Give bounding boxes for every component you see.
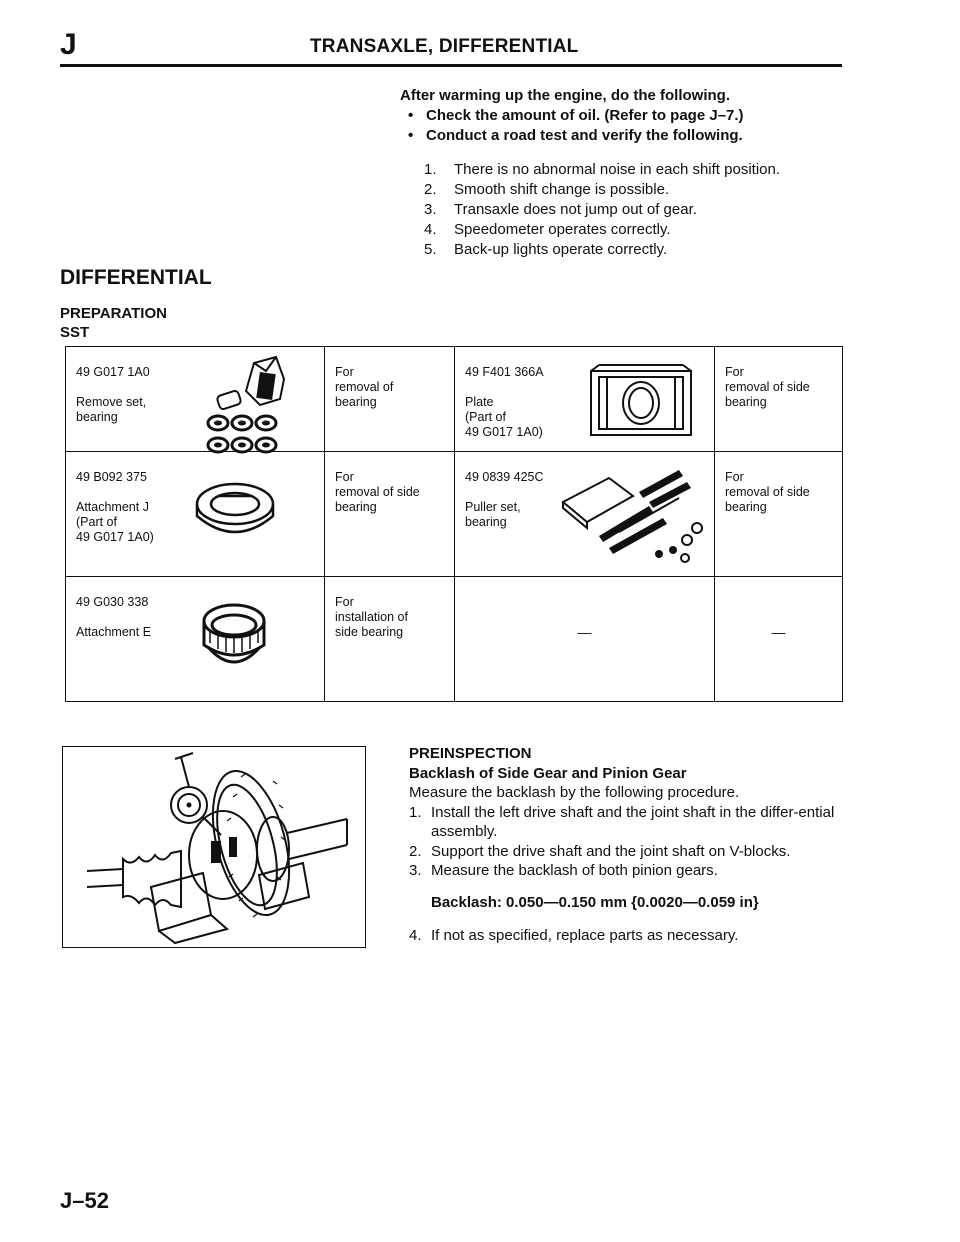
road-test-checklist [424,160,844,260]
remove-set-illustration [196,353,296,457]
backlash-spec: Backlash: 0.050—0.150 mm {0.0020—0.059 in} [431,893,759,911]
table-cell [715,347,843,452]
tool-usage: removal of side [335,485,420,499]
plate-illustration [585,361,697,441]
list-item-number: 1. [424,161,437,178]
list-item [409,861,849,881]
list-item-text: If not as specified, replace parts as necessary. [431,927,739,944]
section-letter: J [60,28,77,61]
list-item-number: 4. [424,221,437,238]
preinspection-block [409,744,849,946]
list-item-text: Back-up lights operate correctly. [454,241,668,258]
tool-name: bearing [465,515,507,529]
intro-bullet: • Conduct a road test and verify the following. [400,126,850,146]
intro-block [400,86,850,146]
tool-usage: bearing [725,395,767,409]
intro-bullet: • Check the amount of oil. (Refer to page J–7.) [400,106,850,126]
list-item-text: Speedometer operates correctly. [454,221,671,238]
list-item [424,160,844,180]
table-cell [66,452,325,577]
table-cell [715,452,843,577]
tool-usage: For [725,365,744,379]
table-cell [325,577,455,702]
list-item-text: Support the drive shaft and the joint shaft on V-blocks. [431,842,791,860]
list-item-number: 3. [409,862,422,879]
list-item-number: 2. [409,842,422,860]
list-item-text: Smooth shift change is possible. [454,181,670,198]
page-title: TRANSAXLE, DIFFERENTIAL [310,36,579,57]
table-row [66,452,843,577]
tool-usage: removal of [335,380,394,394]
preparation-label: PREPARATION [60,305,167,322]
tool-usage: side bearing [335,625,404,639]
tool-usage: removal of side [725,380,810,394]
preinspection-lead: Measure the backlash by the following procedure. [409,784,740,801]
table-row [66,347,843,452]
list-item-number: 1. [409,803,422,821]
tool-usage: For [725,470,744,484]
tool-name: Remove set, [76,395,147,409]
list-item [409,926,849,946]
table-cell [66,347,325,452]
attachment-e-illustration [198,599,270,679]
list-item-number: 2. [424,181,437,198]
tool-name: Attachment J [76,500,149,514]
empty-cell-dash: — [577,624,592,640]
table-cell [455,347,715,452]
tool-number: 49 B092 375 [76,470,147,484]
list-item-text: Transaxle does not jump out of gear. [454,201,697,218]
section-heading: DIFFERENTIAL [60,266,212,289]
sst-label: SST [60,324,90,341]
tool-name: bearing [76,410,118,424]
preparation-heading [60,304,167,342]
tool-usage: bearing [335,500,377,514]
preinspection-subheading: Backlash of Side Gear and Pinion Gear [409,764,687,782]
list-item-number: 5. [424,241,437,258]
list-item [409,803,849,842]
tool-name: 49 G017 1A0) [465,425,543,439]
tool-usage: installation of [335,610,408,624]
list-item [424,220,844,240]
list-item-number: 3. [424,201,437,218]
table-cell [66,577,325,702]
preinspection-heading: PREINSPECTION [409,745,532,762]
empty-cell-dash: — [771,624,786,640]
list-item-text: Install the left drive shaft and the joint shaft in the differ-ential assembly. [431,803,835,840]
backlash-measurement-illustration [63,747,365,947]
tool-usage: For [335,595,354,609]
list-item [424,180,844,200]
tool-name: 49 G017 1A0) [76,530,154,544]
tool-usage: For [335,365,354,379]
tool-number: 49 F401 366A [465,365,544,379]
tool-usage: removal of side [725,485,810,499]
attachment-j-illustration [192,476,278,546]
tool-number: 49 G030 338 [76,595,149,609]
list-item [409,842,849,862]
tool-number: 49 G017 1A0 [76,365,150,379]
intro-lead: After warming up the engine, do the following. [400,87,730,104]
tool-number: 49 0839 425C [465,470,544,484]
table-cell [325,347,455,452]
table-cell [715,577,843,702]
header-rule [60,64,842,67]
tool-usage: For [335,470,354,484]
table-cell [455,577,715,702]
table-cell [455,452,715,577]
list-item [424,200,844,220]
list-item-text: There is no abnormal noise in each shift position. [454,161,781,178]
tool-name: Attachment E [76,625,152,639]
tool-name: Plate [465,395,494,409]
tool-usage: bearing [335,395,377,409]
sst-table [65,346,843,702]
list-item [424,240,844,260]
list-item-number: 4. [409,927,422,944]
tool-name: (Part of [465,410,506,424]
tool-name: (Part of [76,515,117,529]
tool-name: Puller set, [465,500,521,514]
differential-figure [62,746,366,948]
page-number: J–52 [60,1188,109,1213]
tool-usage: bearing [725,500,767,514]
table-row [66,577,843,702]
list-item-text: Measure the backlash of both pinion gears. [431,862,718,879]
table-cell [325,452,455,577]
puller-set-illustration [559,462,707,566]
